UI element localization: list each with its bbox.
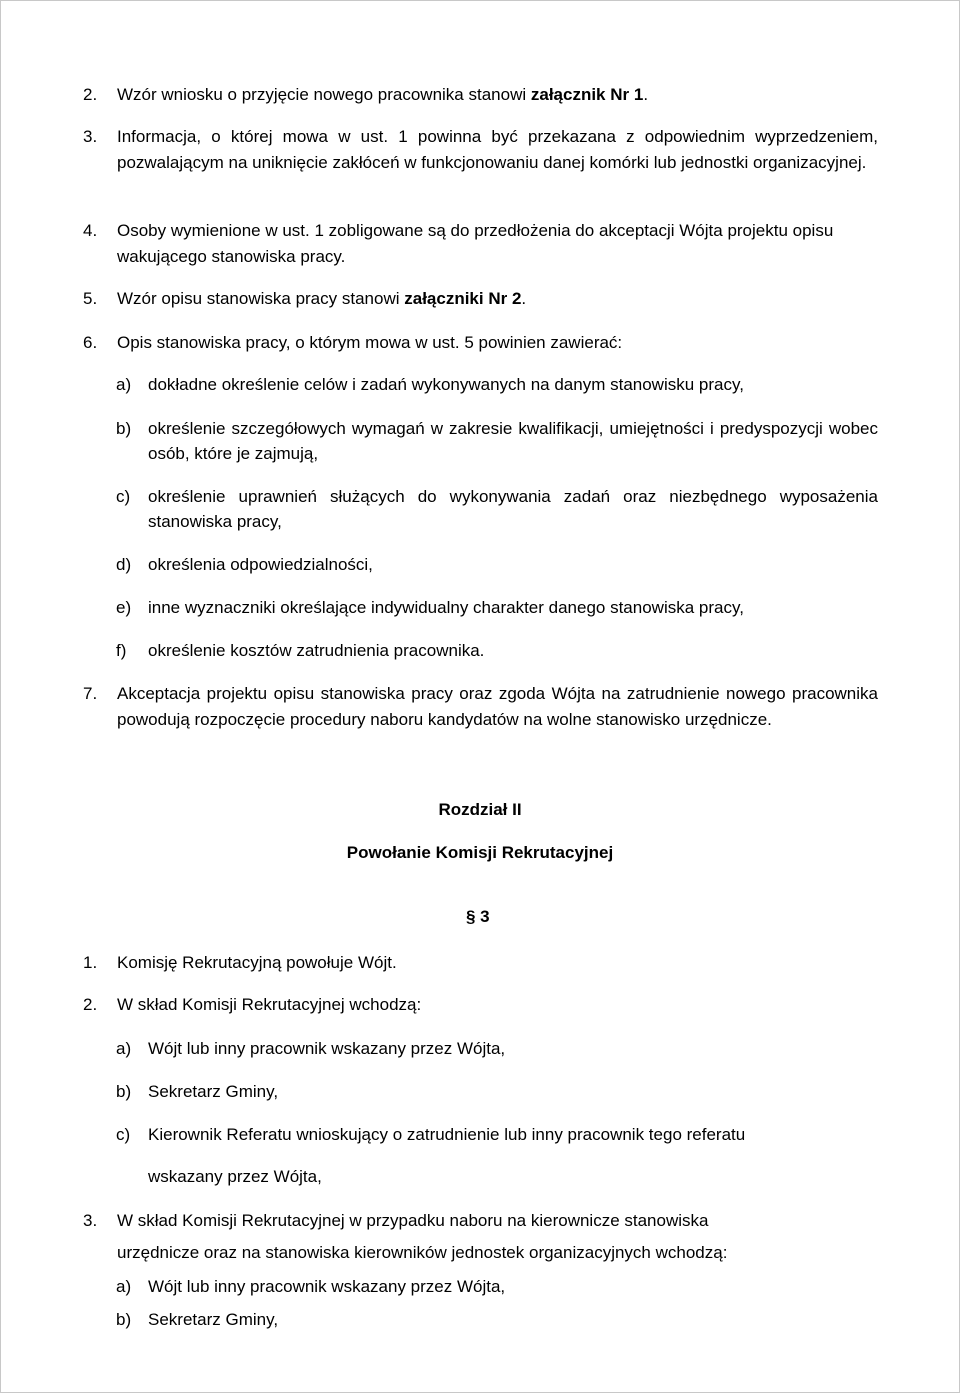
- section-paragraph-1: [83, 950, 878, 976]
- paragraph-text: Wzór opisu stanowiska pracy stanowi: [117, 289, 405, 308]
- list-text: Kierownik Referatu wnioskujący o zatrudnienie lub inny pracownik tego referatu: [148, 1125, 746, 1144]
- paragraph-text: W skład Komisji Rekrutacyjnej w przypadku naboru na kierownicze stanowiska: [117, 1211, 709, 1230]
- list-letter: c): [116, 1125, 131, 1144]
- paragraph-text: Informacja, o której mowa w ust. 1 powinna być przekazana z odpowiednim wyprzedzeniem, pozwalającym na uniknięcie zakłóceń w funkcjonowaniu danej komórki lub jednostki organizacyjnej.: [117, 127, 878, 172]
- paragraph-number: 2.: [83, 995, 98, 1014]
- list-letter: b): [116, 1082, 132, 1101]
- paragraph-text: Opis stanowiska pracy, o którym mowa w ust. 5 powinien zawierać:: [117, 333, 623, 352]
- section-paragraph-3: [83, 1208, 878, 1234]
- list-text: określenie szczegółowych wymagań w zakresie kwalifikacji, umiejętności i predyspozycji wobec osób, które je zajmują,: [148, 419, 878, 463]
- attachment-ref: załącznik Nr 1: [530, 85, 644, 104]
- paragraph-text: urzędnicze oraz na stanowiska kierowników jednostek organizacyjnych wchodzą:: [117, 1243, 728, 1262]
- list-text: określenie uprawnień służących do wykonywania zadań oraz niezbędnego wyposażenia stanowiska pracy,: [148, 487, 878, 531]
- list-text: inne wyznaczniki określające indywidualny charakter danego stanowiska pracy,: [148, 598, 744, 617]
- paragraph-number: 7.: [83, 684, 98, 703]
- list-item: [116, 1079, 878, 1104]
- paragraph-number: 1.: [83, 953, 98, 972]
- list-letter: a): [116, 375, 132, 394]
- list-text: Wójt lub inny pracownik wskazany przez Wójta,: [148, 1039, 506, 1058]
- paragraph-text: W skład Komisji Rekrutacyjnej wchodzą:: [117, 995, 422, 1014]
- list-letter: f): [116, 641, 127, 660]
- list-text: wskazany przez Wójta,: [148, 1167, 322, 1186]
- list-item: [116, 638, 878, 663]
- paragraph-number: 6.: [83, 333, 98, 352]
- paragraph-text: Komisję Rekrutacyjną powołuje Wójt.: [117, 953, 397, 972]
- section-number: § 3: [466, 907, 490, 926]
- paragraph-tail: .: [643, 85, 649, 104]
- section-paragraph-2: [83, 992, 878, 1018]
- paragraph-number: 2.: [83, 85, 98, 104]
- attachment-ref: załączniki Nr 2: [404, 289, 522, 308]
- list-item: [116, 372, 878, 397]
- paragraph-number: 3.: [83, 1211, 98, 1230]
- list-letter: a): [116, 1039, 132, 1058]
- list-letter: b): [116, 1310, 132, 1329]
- list-text: określenia odpowiedzialności,: [148, 555, 373, 574]
- paragraph-text: Akceptacja projektu opisu stanowiska pracy oraz zgoda Wójta na zatrudnienie nowego pracownika powodują rozpoczęcie procedury naboru kandydatów na wolne stanowisko urzędnicze.: [117, 684, 878, 729]
- paragraph-2: [83, 82, 878, 108]
- chapter-subtitle: Powołanie Komisji Rekrutacyjnej: [346, 843, 614, 862]
- list-letter: c): [116, 487, 131, 506]
- list-text: Sekretarz Gminy,: [148, 1310, 279, 1329]
- list-item-continuation: [116, 1164, 878, 1189]
- paragraph-text: Osoby wymienione w ust. 1 zobligowane są do przedłożenia do akceptacji Wójta projektu opisu wakującego stanowiska pracy.: [117, 221, 834, 266]
- list-item: [116, 1122, 878, 1147]
- paragraph-number: 4.: [83, 221, 98, 240]
- list-item: [116, 552, 878, 577]
- list-letter: a): [116, 1277, 132, 1296]
- list-item: [116, 416, 878, 466]
- paragraph-number: 5.: [83, 289, 98, 308]
- list-item: [116, 1307, 878, 1332]
- paragraph-3: [83, 124, 878, 176]
- section-paragraph-3-cont: [83, 1240, 878, 1266]
- list-text: określenie kosztów zatrudnienia pracownika.: [148, 641, 485, 660]
- list-letter: e): [116, 598, 132, 617]
- list-letter: b): [116, 419, 132, 438]
- paragraph-4: [83, 218, 878, 270]
- list-text: dokładne określenie celów i zadań wykonywanych na danym stanowisku pracy,: [148, 375, 744, 394]
- paragraph-number: 3.: [83, 127, 98, 146]
- list-item: [116, 1274, 878, 1299]
- paragraph-5: [83, 286, 878, 312]
- list-item: [116, 1036, 878, 1061]
- paragraph-7: [83, 681, 878, 733]
- list-item: [116, 595, 878, 620]
- list-letter: d): [116, 555, 132, 574]
- list-text: Wójt lub inny pracownik wskazany przez Wójta,: [148, 1277, 506, 1296]
- chapter-title: Rozdział II: [438, 800, 522, 819]
- paragraph-6: [83, 330, 878, 356]
- paragraph-tail: .: [521, 289, 527, 308]
- list-text: Sekretarz Gminy,: [148, 1082, 279, 1101]
- paragraph-text: Wzór wniosku o przyjęcie nowego pracownika stanowi: [117, 85, 531, 104]
- list-item: [116, 484, 878, 534]
